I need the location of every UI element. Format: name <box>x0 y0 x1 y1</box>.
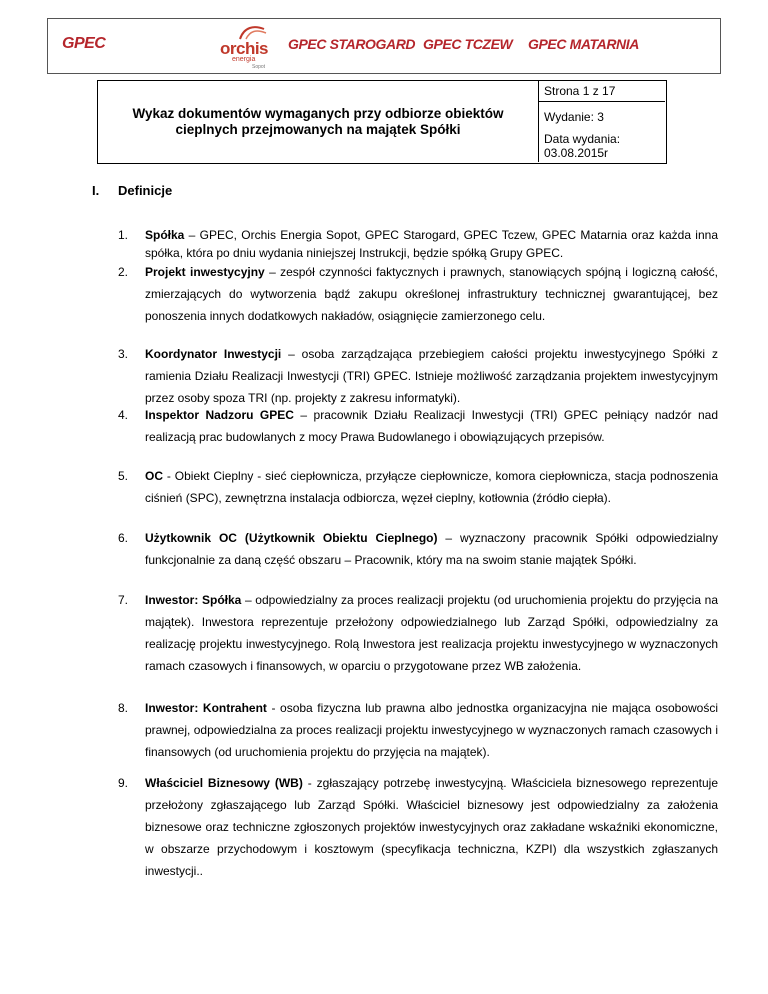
orchis-sub2: Sopot <box>252 64 266 70</box>
definition-term: OC <box>145 469 163 483</box>
orchis-sub: energia <box>232 56 256 63</box>
definition-number: 8. <box>118 701 129 715</box>
edition-number: Wydanie: 3 <box>544 110 604 124</box>
definition-term: Projekt inwestycyjny <box>145 265 265 279</box>
definition-number: 5. <box>118 469 129 483</box>
definition-text: - Obiekt Cieplny - sieć ciepłownicza, przyłącze ciepłownicze, komora ciepłownicza, stacja podnoszenia ciśnień (SPC), zewnętrzna instalacja odbiorcza, węzeł cieplny, kotłownia (źródło ciepła). <box>145 469 718 505</box>
definition-number: 6. <box>118 531 129 545</box>
definition-number: 3. <box>118 347 129 361</box>
page-number: Strona 1 z 17 <box>539 81 665 102</box>
title-line-2: cieplnych przejmowanych na majątek Spółki <box>175 121 461 137</box>
definition-text: – odpowiedzialny za proces realizacji projektu (od uruchomienia projektu do przyjęcia na majątek). Inwestora reprezentuje przełożony odpowiedzialnego lub Zarząd Spółki, odpowiedzialny za realizację projektu inwestycyjnego. Rolą Inwestora jest realizacja projektu inwestycyjnego w wyznaczonych ramach czasowych i finansowych, w oparciu o przygotowane przez WB założenia. <box>145 593 719 673</box>
section-title: Definicje <box>118 183 173 198</box>
definition-term: Inspektor Nadzoru GPEC <box>145 408 294 422</box>
definition-body <box>145 697 718 763</box>
definition-term: Spółka <box>145 228 185 242</box>
issue-date <box>539 132 665 162</box>
definition-body <box>145 404 718 448</box>
definition-number: 9. <box>118 776 129 790</box>
definition-text: – GPEC, Orchis Energia Sopot, GPEC Starogard, GPEC Tczew, GPEC Matarnia oraz każda inna spółka, która po dniu wydania niniejszej Instrukcji, będzie spółką Grupy GPEC. <box>145 228 718 260</box>
definition-body <box>145 527 718 571</box>
definition-text: - osoba fizyczna lub prawna albo jednostka organizacyjna nie mająca osobowości prawnej, odpowiedzialna za proces realizacji projektu inwestycyjnego w wyznaczonych ramach czasowych i finansowych (od uruchomienia projektu do przyjęcia na majątek). <box>145 701 718 759</box>
definition-body <box>145 343 718 409</box>
definition-text: – wyznaczony pracownik Spółki odpowiedzialny funkcjonalnie za daną część obszaru – Pracownik, który ma na swoim stanie majątek Spółki. <box>145 531 719 567</box>
definition-text: - zgłaszający potrzebę inwestycyjną. Właściciela biznesowego reprezentuje przełożony zgłaszającego lub Zarząd Spółki. Właściciel biznesowy jest odpowiedzialny za założenia biznesowe oraz techniczne zgłoszonych projektów inwestycyjnych oraz zakładane wskaźniki ekonomiczne, w obszarze przychodowym i kosztowym (specyfikacja techniczna, KZPI) dla wszystkich zgłaszanych inwestycji.. <box>145 776 718 878</box>
orchis-logo <box>218 25 280 71</box>
definition-term: Inwestor: Kontrahent <box>145 701 267 715</box>
definition-term: Koordynator Inwestycji <box>145 347 282 361</box>
section-number: I. <box>92 183 100 198</box>
definition-number: 7. <box>118 593 129 607</box>
definition-body <box>145 589 718 677</box>
definition-text: – pracownik Działu Realizacji Inwestycji (TRI) GPEC pełniący nadzór nad realizacją prac budowlanych z mocy Prawa Budowlanego i obowiązujących przepisów. <box>145 408 718 444</box>
gpec-logo: GPEC <box>62 35 106 52</box>
title-line-1: Wykaz dokumentów wymaganych przy odbiorze obiektów <box>132 105 504 121</box>
definition-number: 2. <box>118 265 129 279</box>
issue-date-label: Data wydania: <box>544 132 621 146</box>
issue-date-value: 03.08.2015r <box>544 146 609 160</box>
definition-body <box>145 261 718 327</box>
gpec-matarnia-logo: GPEC MATARNIA <box>528 36 639 52</box>
definition-number: 4. <box>118 408 129 422</box>
document-title <box>98 81 539 162</box>
definition-text: – zespół czynności faktycznych i prawnych, stanowiących spójną i logiczną całość, zmierzających do wytworzenia bądź zakupu określonej infrastruktury technicznej gwarantującej, bez ponoszenia innych dodatkowych nakładów, osiągnięcie zamierzonego celu. <box>145 265 718 323</box>
definition-text: – osoba zarządzająca przebiegiem całości projektu inwestycyjnego Spółki z ramienia Działu Realizacji Inwestycji (TRI) GPEC. Istnieje możliwość zarządzania projektem inwestycyjnym przez osoby spoza TRI (np. projekty z zakresu informatyki). <box>145 347 718 405</box>
gpec-starogard-logo: GPEC STAROGARD <box>288 36 416 52</box>
document-header-table <box>97 80 667 164</box>
definition-term: Inwestor: Spółka <box>145 593 242 607</box>
orchis-word: orchis <box>220 39 269 58</box>
gpec-tczew-logo: GPEC TCZEW <box>423 36 513 52</box>
definition-body <box>145 226 718 262</box>
logo-bar <box>47 18 721 74</box>
definition-term: Użytkownik OC (Użytkownik Obiektu Cieplnego) <box>145 531 438 545</box>
definition-term: Właściciel Biznesowy (WB) <box>145 776 303 790</box>
definition-body <box>145 465 718 509</box>
definition-number: 1. <box>118 228 129 242</box>
definition-body <box>145 772 718 882</box>
